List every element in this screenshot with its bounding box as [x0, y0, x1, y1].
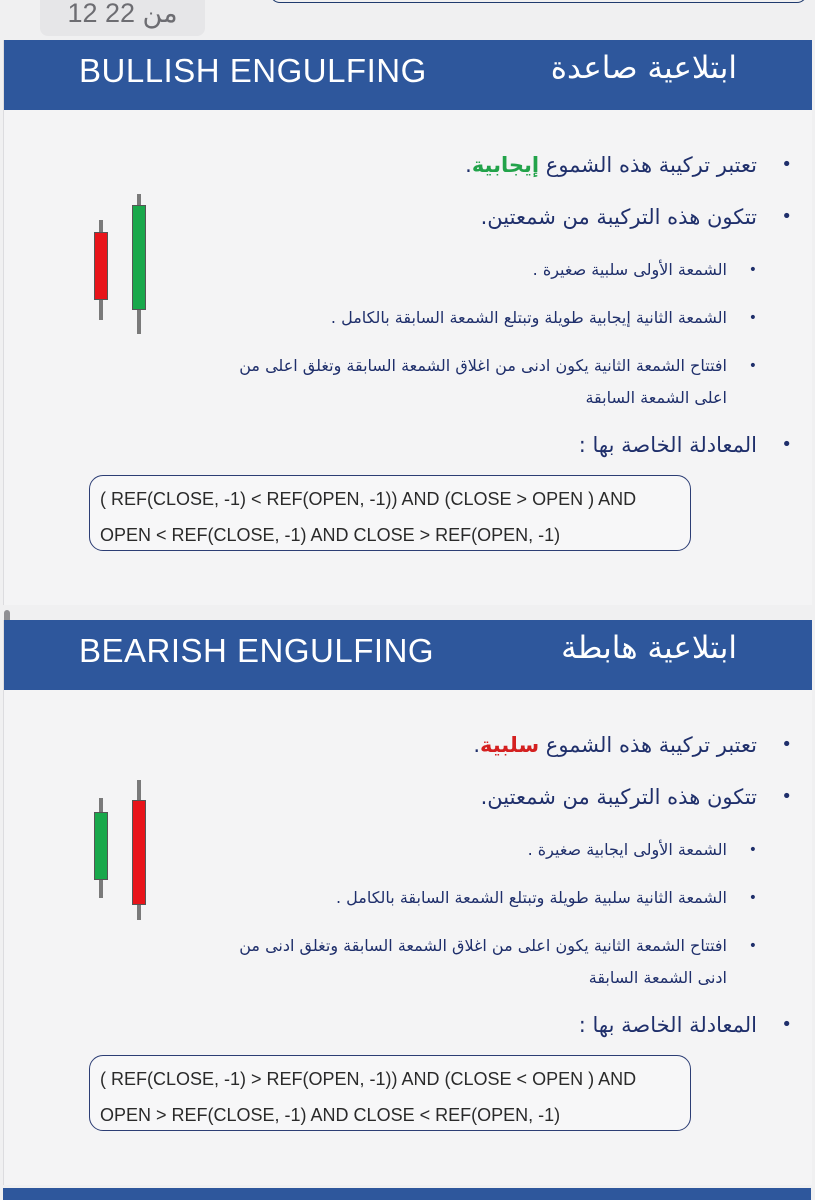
slide-bullish-engulfing: [3, 40, 812, 605]
slide-header: [4, 620, 812, 690]
title-english: BULLISH ENGULFING: [79, 52, 427, 89]
slide-header: [4, 40, 812, 110]
candlestick-illustration: [89, 190, 159, 340]
title-english: BEARISH ENGULFING: [79, 632, 435, 669]
bullet-item: • المعادلة الخاصة بها :: [232, 430, 792, 460]
formula-box: [89, 1055, 691, 1131]
candle-body-green: [94, 812, 108, 880]
formula-box: [89, 475, 691, 551]
sub-bullet-item: • الشمعة الثانية سلبية طويلة وتبتلع الشمعة السابقة بالكامل .: [232, 882, 772, 914]
title-arabic: ابتلاعية هابطة: [561, 630, 737, 666]
sub-bullet-item: • الشمعة الأولى ايجابية صغيرة .: [232, 834, 772, 866]
bullet-item: • تتكون هذه التركيبة من شمعتين.: [232, 782, 792, 812]
sub-bullet-item: • افتتاح الشمعة الثانية يكون ادنى من اغلاق الشمعة السابقة وتغلق اعلى من اعلى الشمعة السابقة: [232, 350, 772, 414]
bullet-item: • تتكون هذه التركيبة من شمعتين.: [232, 202, 792, 232]
highlight-positive: إيجابية: [471, 153, 540, 177]
bullet-item: [232, 730, 792, 760]
page-counter: 12 من 22: [40, 0, 205, 36]
formula-line: OPEN < REF(CLOSE, -1) AND CLOSE > REF(OPEN, -1): [100, 525, 561, 545]
bullet-text: .: [473, 733, 480, 757]
formula-line: ( REF(CLOSE, -1) > REF(OPEN, -1)) AND (CLOSE < OPEN ) AND: [100, 1069, 637, 1089]
sub-bullet-item: • الشمعة الأولى سلبية صغيرة .: [232, 254, 772, 286]
description-list: [232, 730, 792, 1062]
bullet-item: • المعادلة الخاصة بها :: [232, 1010, 792, 1040]
formula-line: ( REF(CLOSE, -1) < REF(OPEN, -1)) AND (CLOSE > OPEN ) AND: [100, 489, 637, 509]
slide-bearish-engulfing: [3, 620, 812, 1185]
formula-line: OPEN > REF(CLOSE, -1) AND CLOSE < REF(OPEN, -1): [100, 1105, 561, 1125]
candle-body-red: [132, 800, 146, 905]
next-slide-header-edge: [3, 1188, 811, 1200]
candlestick-illustration: [89, 770, 159, 920]
sub-bullet-item: • افتتاح الشمعة الثانية يكون اعلى من اغلاق الشمعة السابقة وتغلق ادنى من ادنى الشمعة السابقة: [232, 930, 772, 994]
bullet-text: تعتبر تركيبة هذه الشموع: [539, 733, 757, 757]
bullet-text: .: [465, 153, 472, 177]
sub-bullet-item: • الشمعة الثانية إيجابية طويلة وتبتلع الشمعة السابقة بالكامل .: [232, 302, 772, 334]
bullet-text: تعتبر تركيبة هذه الشموع: [539, 153, 757, 177]
bullet-item: [232, 150, 792, 180]
description-list: [232, 150, 792, 482]
highlight-negative: سلبية: [480, 733, 540, 757]
title-arabic: ابتلاعية صاعدة: [550, 50, 737, 86]
candle-body-red: [94, 232, 108, 300]
previous-slide-edge: [270, 0, 807, 3]
candle-body-green: [132, 205, 146, 310]
